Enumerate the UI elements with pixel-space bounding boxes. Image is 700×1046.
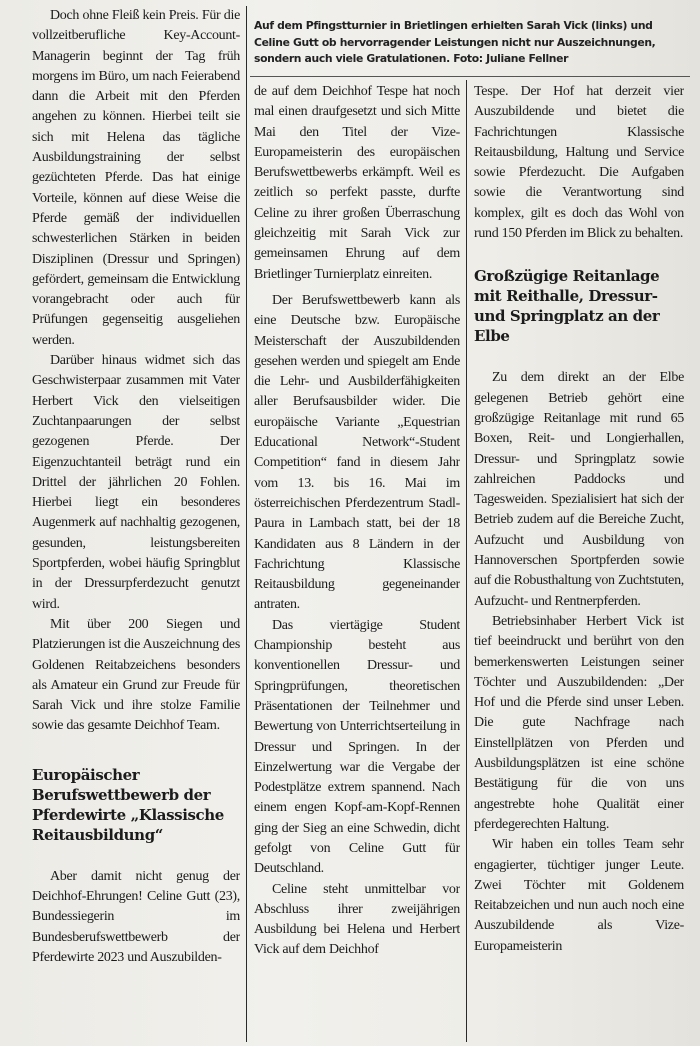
paragraph: Wir haben ein tolles Team sehr engagierter, tüchtiger junger Leute. Zwei Töchter mit Goldenem Reitabzeichen und nun auch noch eine Auszubildende als Vize-Europameisterin bbox=[474, 837, 684, 954]
paragraph: de auf dem Deichhof Tespe hat noch mal einen draufgesetzt und sich Mitte Mai den Titel der Vize-Europameisterin des europäischen Berufswettbewerbs erkämpft. Weil es zeitlich so perfekt passte, durfte Celine zu ihrer großen Überraschung gleichzeitig mit Sarah Vick zur gemeinsamen Ehrung auf dem Brietlinger Turnierplatz einreiten. bbox=[254, 84, 460, 282]
photo-caption: Auf dem Pfingstturnier in Brietlingen erhielten Sarah Vick (links) und Celine Gutt ob hervorragender Leistungen nicht nur Auszeichnungen, sondern auch viele Gratulationen. Foto: Juliane Fellner bbox=[254, 19, 656, 65]
paragraph: Celine steht unmittelbar vor Abschluss ihrer zweijährigen Ausbildung bei Helena und Herbert Vick auf dem Deichhof bbox=[254, 881, 460, 958]
paragraph: Betriebsinhaber Herbert Vick ist tief beeindruckt und berührt von den bemerkenswerten Leistungen seiner Töchter und Auszubildenden: „Der Hof und die Pferde sind unser Leben. Die gute Nachfrage nach Einstellplätzen von Pferden und Ausbildungsplätzen ist eine schöne Bestätigung für die von uns angestrebte hohe Qualität einer pferdegerechten Haltung. bbox=[474, 613, 684, 832]
caption-rule bbox=[250, 76, 690, 77]
paragraph: Das viertägige Student Championship besteht aus konventionellen Dressur- und Springprüfungen, theoretischen Präsentationen der Teilnehmer und Bewertung von Unterrichtserteilung in Dressur und Springen. In der Einzelwertung war die Vergabe der Podestplätze extrem spannend. Nach einem engen Kopf-am-Kopf-Rennen ging der Sieg an eine Schwedin, dicht gefolgt von Celine Gutt für Deutschland. bbox=[254, 617, 460, 877]
paragraph: Darüber hinaus widmet sich das Geschwisterpaar zusammen mit Vater Herbert Vick den vielseitigen Zuchtanpaarungen der selbst gezogenen Pferde. Der Eigenzuchtanteil beträgt rund ein Drittel der jährlichen 20 Fohlen. Hierbei liegt ein besonderes Augenmerk auf nachhaltig gezogenen, gesunden, leistungsbereiten Sportpferden, wobei häufig Springblut in der Dressurpferdezucht genutzt wird. bbox=[32, 353, 240, 612]
column-rule-left bbox=[246, 6, 247, 1042]
paragraph: Doch ohne Fleiß kein Preis. Für die vollzeitberufliche Key-Account-Managerin beginnt der Tag früh morgens im Büro, um nach Feierabend dann die Arbeit mit den Pferden angehen zu können. Hierbei teilt sie sich mit Helena das tägliche Ausbildungstraining der selbst gezüchteten Pferde. Das hat einige Vorteile, können auf diese Weise die Pferde gemäß der individuellen schwesterlichen Stärken in beiden Disziplinen (Dressur und Springen) gefördert, gemeinsam die Entwicklung vorangebracht oder auch für Prüfungen gegenseitig ausgeliehen werden. bbox=[32, 8, 240, 348]
paragraph: Tespe. Der Hof hat derzeit vier Auszubildende und bietet die Fachrichtungen Klassische Reitausbildung, Haltung und Service sowie Pferdezucht. Die Aufgaben sowie die Verantwortung sind komplex, gilt es doch das Wohl von rund 150 Pferden im Blick zu behalten. bbox=[474, 84, 684, 242]
article-column-3 bbox=[474, 82, 684, 957]
article-column-1 bbox=[32, 6, 240, 968]
paragraph: Aber damit nicht genug der Deichhof-Ehrungen! Celine Gutt (23), Bundessiegerin im Bundesberufswettbewerb der Pferdewirte 2023 und Auszubilden- bbox=[32, 868, 240, 965]
article-column-2 bbox=[254, 82, 460, 961]
column-rule-right bbox=[466, 80, 467, 1042]
section-heading: Großzügige Reitanlage mit Reithalle, Dressur- und Springplatz an der Elbe bbox=[474, 267, 660, 346]
paragraph: Mit über 200 Siegen und Platzierungen ist die Auszeichnung des Goldenen Reitabzeichens besonders als Amateur ein Grund zur Freude für Sarah Vick und ihre stolze Familie sowie das gesamte Deichhof Team. bbox=[32, 616, 240, 734]
paragraph: Zu dem direkt an der Elbe gelegenen Betrieb gehört eine großzügige Reitanlage mit rund 65 Boxen, Reit- und Longierhallen, Dressur- und Springplatz sowie zahlreichen Paddocks und Tagesweiden. Spezialisiert hat sich der Betrieb zudem auf die Bereiche Zucht, Aufzucht und Ausbildung von Hannoverschen Sportpferden sowie auf die Robusthaltung von Zuchtstuten, Aufzucht- und Rentnerpferden. bbox=[474, 370, 684, 609]
section-heading: Europäischer Berufswettbewerb der Pferdewirte „Klassische Reitausbildung“ bbox=[32, 765, 224, 844]
paragraph: Der Berufswettbewerb kann als eine Deutsche bzw. Europäische Meisterschaft der Auszubildenden gesehen werden und spiegelt am Ende die Lehr- und Ausbilderfähigkeiten aller Berufsausbilder wider. Die europäische Variante „Equestrian Educational Network“-Student Competition“ fand in diesem Jahr vom 13. bis 16. Mai im österreichischen Pferdezentrum Stadl-Paura in Lambach statt, bei der 18 Kandidaten aus 8 Ländern in der Fachrichtung Klassische Reitausbildung gegeneinander antraten. bbox=[254, 292, 460, 613]
